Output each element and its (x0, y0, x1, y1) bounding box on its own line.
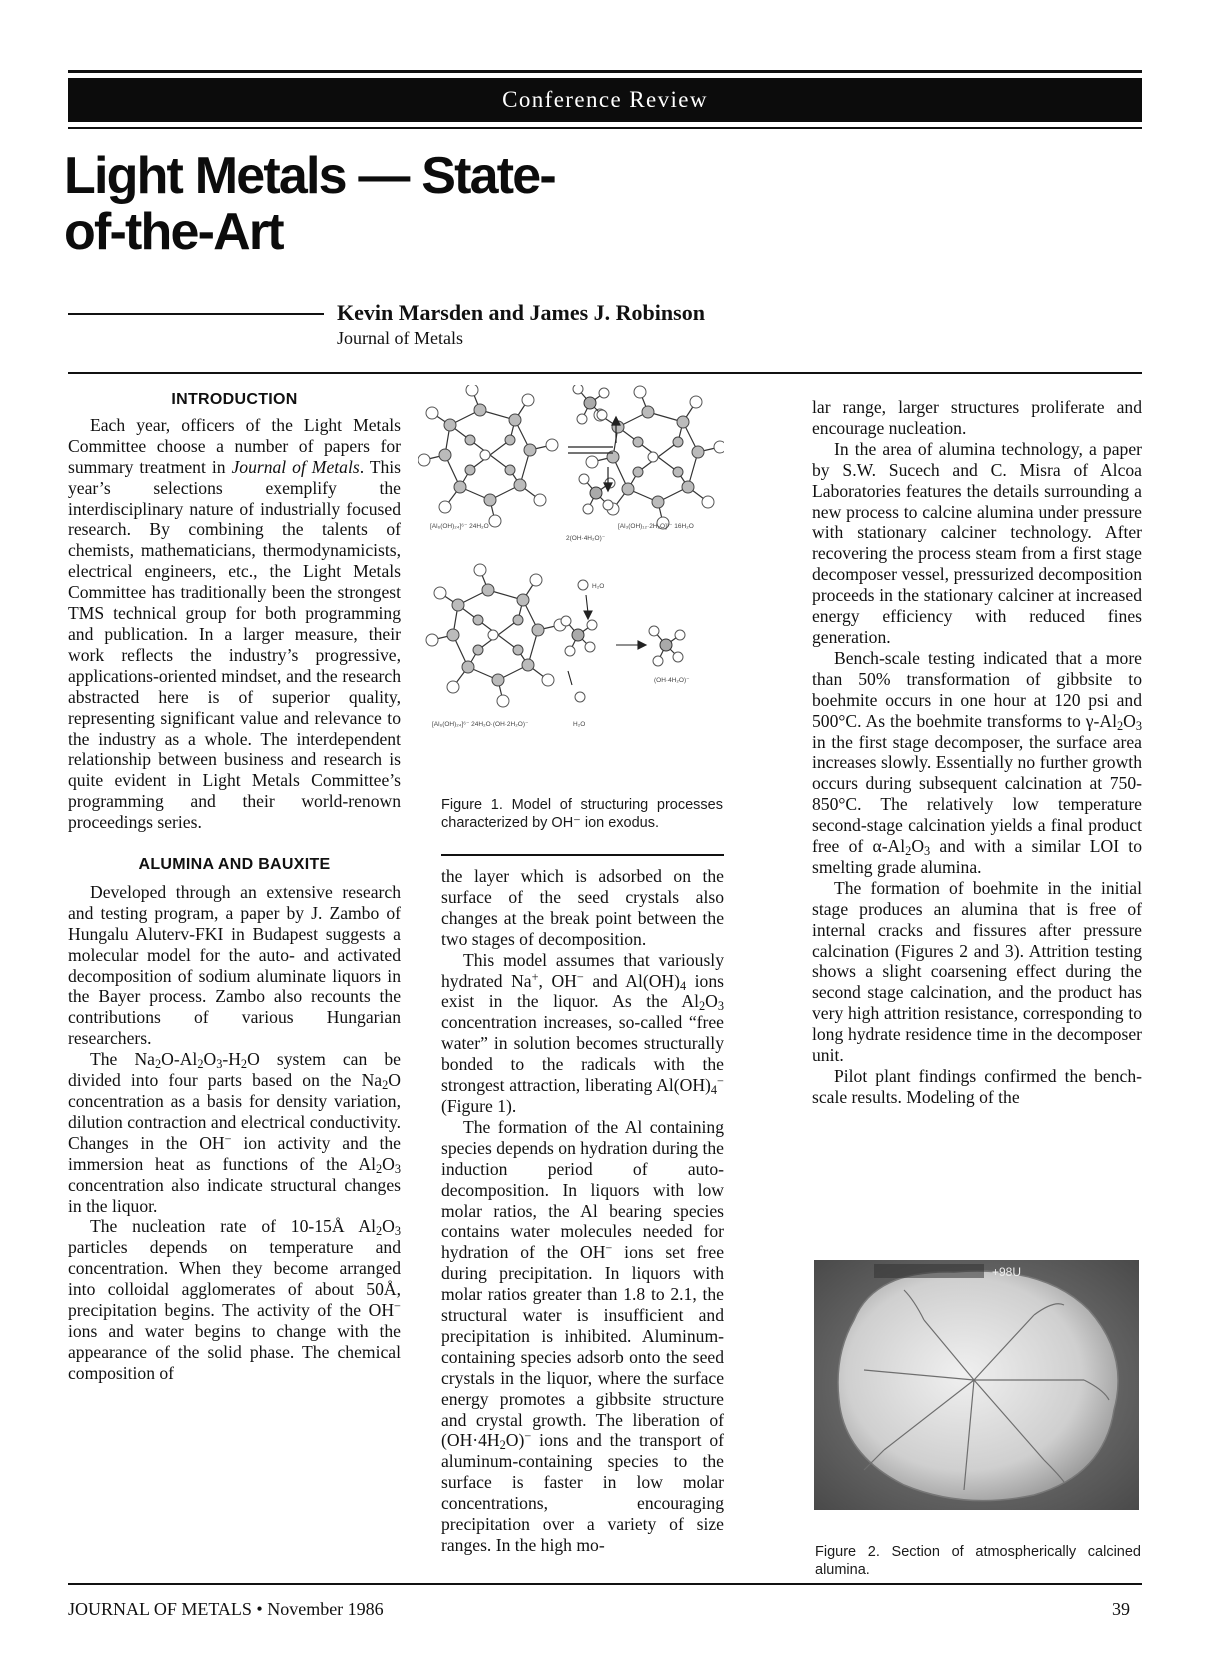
footer-page-number: 39 (1112, 1599, 1130, 1619)
paragraph: The formation of the Al containing species depends on hydration during the induction period of auto-decomposition. In liquors with low molar ratios, the Al bearing species contains water molecules needed for hydration of the OH− ions set free during precipitation. In liquors with molar ratios greater than 1.8 to 2.1, the structural water is insufficient and precipitation is inhibited. Aluminum-containing species adsorb onto the seed crystals in the liquor, where the surface energy promotes a gibbsite structure and crystal growth. The liberation of $(OH\cdot 4H_2O)^-$ ions and the transport of aluminum-containing species to the surface is faster in low molar concentrations, encouraging precipitation over a variety of size ranges. In the high mo- (441, 1116, 725, 1555)
figure-1-label: H₂O (592, 583, 605, 590)
article-affiliation: Journal of Metals (337, 328, 463, 348)
figure-1-caption: Figure 1. Model of structuring processes characterized by OH⁻ ion exodus. (441, 797, 723, 831)
paragraph: Each year, officers of the Light Metals Committee choose a number of papers for summary treatment in Journal of Metals. This year’s selections exemplify the interdisciplinary nature of industrially focused research. By combining the talents of chemists, mathematicians, thermodynamicists, electrical engineers, etc., the Light Metals Committee has traditionally been the strongest TMS technical group for both programming and publication. In a larger measure, their work reflects the industry’s progressive, applications-oriented mindset, and the research abstracted here is of superior quality, representing significant value and relevance to the industry as a whole. The interdependent relationship between business and research is quite evident in Light Metals Committee’s programming and their world-renown proceedings series. (68, 414, 401, 833)
paragraph: Bench-scale testing indicated that a more than 50% transformation of gibbsite to boehmite occurs in one hour at 120 psi and 500°C. As the boehmite transforms to $\gamma-Al_2O_3$ in the first stage decomposer, the surface area increases slowly. Essentially no further growth occurs during subsequent calcination at 750-850°C. The relatively low temperature second-stage calcination yields a final product free of $\alpha-Al_2O_3$ and with a similar LOI to smelting grade alumina. (812, 647, 1142, 877)
column-3 (812, 397, 1142, 1108)
paragraph: Developed through an extensive research and testing program, a paper by J. Zambo of Hungalu Aluterv-FKI in Budapest suggests a molecular model for the auto- and activated decomposition of sodium aluminate liquors in the Bayer process. Zambo also recounts the contributions of various Hungarian researchers. (68, 881, 401, 1049)
paragraph: The $Na_2O-Al_2O_3-H_2O$ system can be divided into four parts based on the $Na_2O$ concentration as a basis for density variation, dilution contraction and electrical conductivity. Changes in the OH− ion activity and the immersion heat as functions of the $Al_2O_3$ concentration also indicate structural changes in the liquor. (68, 1049, 401, 1216)
footer-journal: JOURNAL OF METALS • November 1986 (68, 1599, 384, 1619)
article-title: Light Metals — State-of-the-Art (64, 147, 555, 261)
paragraph: In the area of alumina technology, a paper by S.W. Sucech and C. Misra of Alcoa Laboratories features the details surrounding a new process to calcine alumina under pressure with stationary calciner technology. After recovering the process steam from a first stage decomposer vessel, pressurized decomposition proceeds in the stationary calciner at increased energy efficiency with reduced fines generation. (812, 438, 1142, 647)
alumina-heading: ALUMINA AND BAUXITE (138, 856, 331, 874)
paragraph: The nucleation rate of 10-15Å $Al_2O_3$ particles depends on temperature and concentration. When they become arranged into colloidal agglomerates of about 50Å, precipitation begins. The activity of the OH− ions and water begins to change with the appearance of the solid phase. The chemical composition of (68, 1216, 401, 1383)
figure-1-label: [Al₆(OH)₂₄]⁶⁻ 24H₂O·(OH·2H₂O)⁻ (432, 721, 529, 728)
section-banner: Conference Review (68, 78, 1142, 122)
paragraph: lar range, larger structures proliferate and encourage nucleation. (812, 397, 1142, 438)
figure-1-label: 2(OH·4H₂O)⁻ (566, 535, 606, 542)
figure-1-rule (441, 854, 724, 856)
byline-rule (68, 313, 324, 315)
header-rule (68, 372, 1142, 374)
figure-2-scale-text: +98U (992, 1265, 1022, 1279)
figure-2-caption: Figure 2. Section of atmospherically calcined alumina. (815, 1544, 1141, 1578)
figure-1-label: [Al₃(OH)₁₂·2H₂O]³⁻ 16H₂O (618, 523, 694, 530)
article-authors: Kevin Marsden and James J. Robinson (337, 300, 705, 325)
column-1 (68, 390, 401, 1384)
figure-1-diagram (418, 385, 724, 785)
figure-2-micrograph (814, 1260, 1139, 1510)
paragraph: This model assumes that variously hydrated Na+, OH− and $Al(OH)_4$ ions exist in the liquor. As the $Al_2O_3$ concentration increases, so-called “free water” in solution becomes structurally bonded to the radicals with the strongest attraction, liberating $Al(OH)_4^-$ (Figure 1). (441, 949, 724, 1116)
figure-1-label: H₂O (573, 721, 586, 728)
top-rule (68, 70, 1142, 73)
banner-underline (68, 127, 1142, 129)
paragraph: the layer which is adsorbed on the surface of the seed crystals also changes at the break point between the two stages of decomposition. (441, 866, 724, 949)
footer-rule (68, 1583, 1142, 1585)
figure-1-label: (OH·4H₂O)⁻ (654, 677, 690, 684)
figure-1-label: [Al₆(OH)₂₄]⁶⁻ 24H₂O (430, 523, 489, 530)
paragraph: Pilot plant findings confirmed the bench-scale results. Modeling of the (812, 1066, 1142, 1107)
introduction-heading: INTRODUCTION (171, 391, 298, 408)
paragraph: The formation of boehmite in the initial stage produces an alumina that is free of internal cracks and fissures after pressure calcination (Figures 2 and 3). Attrition testing shows a slight coarsening effect during the second stage calcination, and the product has very high attrition resistance, corresponding to long hydrate residence time in the decomposer unit. (812, 877, 1142, 1066)
column-2 (441, 866, 724, 1556)
